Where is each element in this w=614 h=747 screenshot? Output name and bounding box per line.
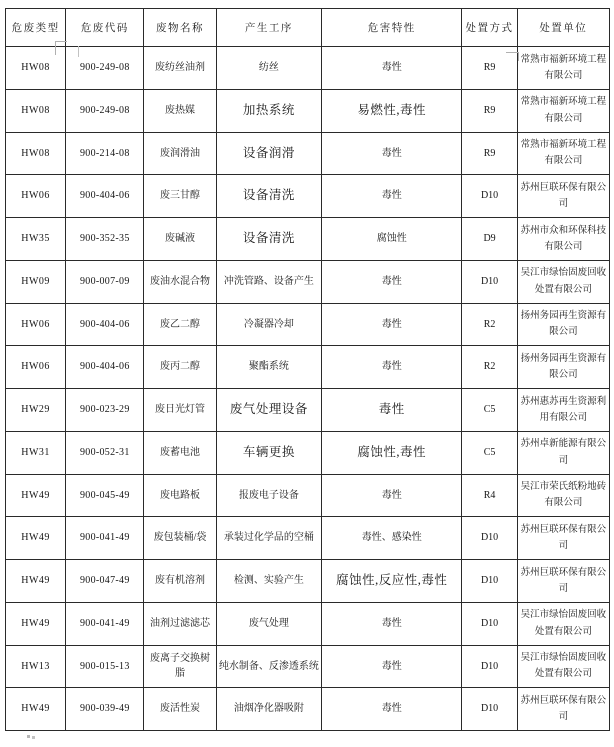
header-waste-type: 危废类型 <box>6 9 66 47</box>
cell-type: HW06 <box>6 346 66 389</box>
cell-type: HW09 <box>6 260 66 303</box>
cell-method: D10 <box>462 688 517 731</box>
cell-method: D10 <box>462 560 517 603</box>
table-row <box>6 89 610 132</box>
cell-hazard: 腐蚀性,毒性 <box>322 431 462 474</box>
cell-company: 常熟市福新环境工程有限公司 <box>517 89 609 132</box>
cell-process: 冲洗管路、设备产生 <box>216 260 321 303</box>
cell-company: 苏州巨联环保有限公司 <box>517 688 609 731</box>
cell-process: 油烟净化器吸附 <box>216 688 321 731</box>
cell-type: HW06 <box>6 175 66 218</box>
cell-type: HW49 <box>6 474 66 517</box>
document-page <box>0 8 614 747</box>
cell-code: 900-007-09 <box>66 260 144 303</box>
cell-type: HW31 <box>6 431 66 474</box>
cell-hazard: 毒性 <box>322 602 462 645</box>
cell-hazard: 毒性 <box>322 474 462 517</box>
cell-type: HW49 <box>6 560 66 603</box>
cell-hazard: 腐蚀性 <box>322 218 462 261</box>
cell-company: 苏州巨联环保有限公司 <box>517 517 609 560</box>
cell-hazard: 毒性 <box>322 645 462 688</box>
cell-process: 检测、实验产生 <box>216 560 321 603</box>
table-row <box>6 218 610 261</box>
cell-process: 承装过化学品的空桶 <box>216 517 321 560</box>
cell-company: 苏州巨联环保有限公司 <box>517 560 609 603</box>
cell-process: 报废电子设备 <box>216 474 321 517</box>
table-row <box>6 260 610 303</box>
table-row <box>6 431 610 474</box>
cell-method: D10 <box>462 260 517 303</box>
table-row <box>6 602 610 645</box>
cell-method: C5 <box>462 431 517 474</box>
cell-code: 900-041-49 <box>66 602 144 645</box>
table-row <box>6 47 610 90</box>
cell-company: 苏州市众和环保科技有限公司 <box>517 218 609 261</box>
cell-company: 吴江市绿怡固废回收处置有限公司 <box>517 260 609 303</box>
header-process: 产生工序 <box>216 9 321 47</box>
cell-company: 吴江市绿怡固废回收处置有限公司 <box>517 645 609 688</box>
cell-process: 纯水制备、反渗透系统 <box>216 645 321 688</box>
cell-company: 常熟市福新环境工程有限公司 <box>517 132 609 175</box>
cell-name: 废三甘醇 <box>144 175 216 218</box>
cell-code: 900-023-29 <box>66 389 144 432</box>
cell-method: C5 <box>462 389 517 432</box>
cell-process: 设备清洗 <box>216 218 321 261</box>
cell-process: 纺丝 <box>216 47 321 90</box>
cell-company: 苏州卓新能源有限公司 <box>517 431 609 474</box>
cell-type: HW49 <box>6 602 66 645</box>
table-row <box>6 688 610 731</box>
cell-hazard: 毒性 <box>322 688 462 731</box>
cell-type: HW08 <box>6 47 66 90</box>
cell-code: 900-041-49 <box>66 517 144 560</box>
cell-type: HW49 <box>6 517 66 560</box>
cell-company: 吴江市荣氏纸粉地砖有限公司 <box>517 474 609 517</box>
cell-type: HW49 <box>6 688 66 731</box>
cell-method: R2 <box>462 303 517 346</box>
table-row <box>6 175 610 218</box>
cell-code: 900-249-08 <box>66 89 144 132</box>
cell-type: HW08 <box>6 132 66 175</box>
cell-method: R9 <box>462 89 517 132</box>
cell-name: 废油水混合物 <box>144 260 216 303</box>
cell-code: 900-015-13 <box>66 645 144 688</box>
header-disposal-unit: 处置单位 <box>517 9 609 47</box>
table-row <box>6 645 610 688</box>
table-row <box>6 132 610 175</box>
cell-type: HW08 <box>6 89 66 132</box>
cell-name: 废日光灯管 <box>144 389 216 432</box>
cell-method: D10 <box>462 517 517 560</box>
cell-code: 900-052-31 <box>66 431 144 474</box>
cell-name: 废活性炭 <box>144 688 216 731</box>
cell-method: R2 <box>462 346 517 389</box>
cell-method: D10 <box>462 602 517 645</box>
table-row <box>6 474 610 517</box>
header-waste-code: 危废代码 <box>66 9 144 47</box>
cell-company: 吴江市绿怡固废回收处置有限公司 <box>517 602 609 645</box>
cell-process: 冷凝器冷却 <box>216 303 321 346</box>
cell-type: HW13 <box>6 645 66 688</box>
table-row <box>6 389 610 432</box>
cell-code: 900-404-06 <box>66 346 144 389</box>
cell-name: 废离子交换树脂 <box>144 645 216 688</box>
header-disposal-method: 处置方式 <box>462 9 517 47</box>
cell-company: 扬州务园再生资源有限公司 <box>517 346 609 389</box>
cell-process: 聚酯系统 <box>216 346 321 389</box>
cell-code: 900-404-06 <box>66 175 144 218</box>
page-smudge-artifact <box>27 735 30 738</box>
cell-hazard: 毒性 <box>322 389 462 432</box>
cell-method: R4 <box>462 474 517 517</box>
cell-company: 常熟市福新环境工程有限公司 <box>517 47 609 90</box>
table-row <box>6 560 610 603</box>
cell-hazard: 毒性 <box>322 260 462 303</box>
cell-name: 废电路板 <box>144 474 216 517</box>
cell-method: R9 <box>462 132 517 175</box>
cell-type: HW35 <box>6 218 66 261</box>
cell-company: 扬州务园再生资源有限公司 <box>517 303 609 346</box>
cell-name: 废热媒 <box>144 89 216 132</box>
cell-hazard: 毒性 <box>322 132 462 175</box>
cell-type: HW29 <box>6 389 66 432</box>
table-row <box>6 517 610 560</box>
cell-code: 900-045-49 <box>66 474 144 517</box>
cell-company: 苏州惠苏再生资源利用有限公司 <box>517 389 609 432</box>
cell-code: 900-214-08 <box>66 132 144 175</box>
table-row <box>6 303 610 346</box>
cell-name: 废丙二醇 <box>144 346 216 389</box>
cell-hazard: 腐蚀性,反应性,毒性 <box>322 560 462 603</box>
cell-hazard: 毒性、感染性 <box>322 517 462 560</box>
cell-hazard: 易燃性,毒性 <box>322 89 462 132</box>
cell-hazard: 毒性 <box>322 346 462 389</box>
cell-name: 废蓄电池 <box>144 431 216 474</box>
hazardous-waste-table <box>5 8 610 731</box>
header-hazard: 危害特性 <box>322 9 462 47</box>
cell-method: D10 <box>462 175 517 218</box>
cell-hazard: 毒性 <box>322 303 462 346</box>
cell-process: 废气处理设备 <box>216 389 321 432</box>
cell-code: 900-047-49 <box>66 560 144 603</box>
cell-name: 废有机溶剂 <box>144 560 216 603</box>
header-waste-name: 废物名称 <box>144 9 216 47</box>
cell-name: 油剂过滤滤芯 <box>144 602 216 645</box>
cell-method: D10 <box>462 645 517 688</box>
cell-process: 设备清洗 <box>216 175 321 218</box>
cell-code: 900-352-35 <box>66 218 144 261</box>
cell-name: 废包装桶/袋 <box>144 517 216 560</box>
cell-hazard: 毒性 <box>322 47 462 90</box>
table-body <box>6 47 610 731</box>
header-row <box>6 9 610 47</box>
cell-code: 900-249-08 <box>66 47 144 90</box>
table-row <box>6 346 610 389</box>
table-header <box>6 9 610 47</box>
cell-hazard: 毒性 <box>322 175 462 218</box>
cell-code: 900-039-49 <box>66 688 144 731</box>
cell-name: 废润滑油 <box>144 132 216 175</box>
cell-company: 苏州巨联环保有限公司 <box>517 175 609 218</box>
cell-method: D9 <box>462 218 517 261</box>
cell-method: R9 <box>462 47 517 90</box>
cell-type: HW06 <box>6 303 66 346</box>
cell-process: 设备润滑 <box>216 132 321 175</box>
cell-process: 废气处理 <box>216 602 321 645</box>
cell-process: 加热系统 <box>216 89 321 132</box>
cell-code: 900-404-06 <box>66 303 144 346</box>
cell-name: 废碱液 <box>144 218 216 261</box>
cell-name: 废纺丝油剂 <box>144 47 216 90</box>
cell-name: 废乙二醇 <box>144 303 216 346</box>
cell-process: 车辆更换 <box>216 431 321 474</box>
